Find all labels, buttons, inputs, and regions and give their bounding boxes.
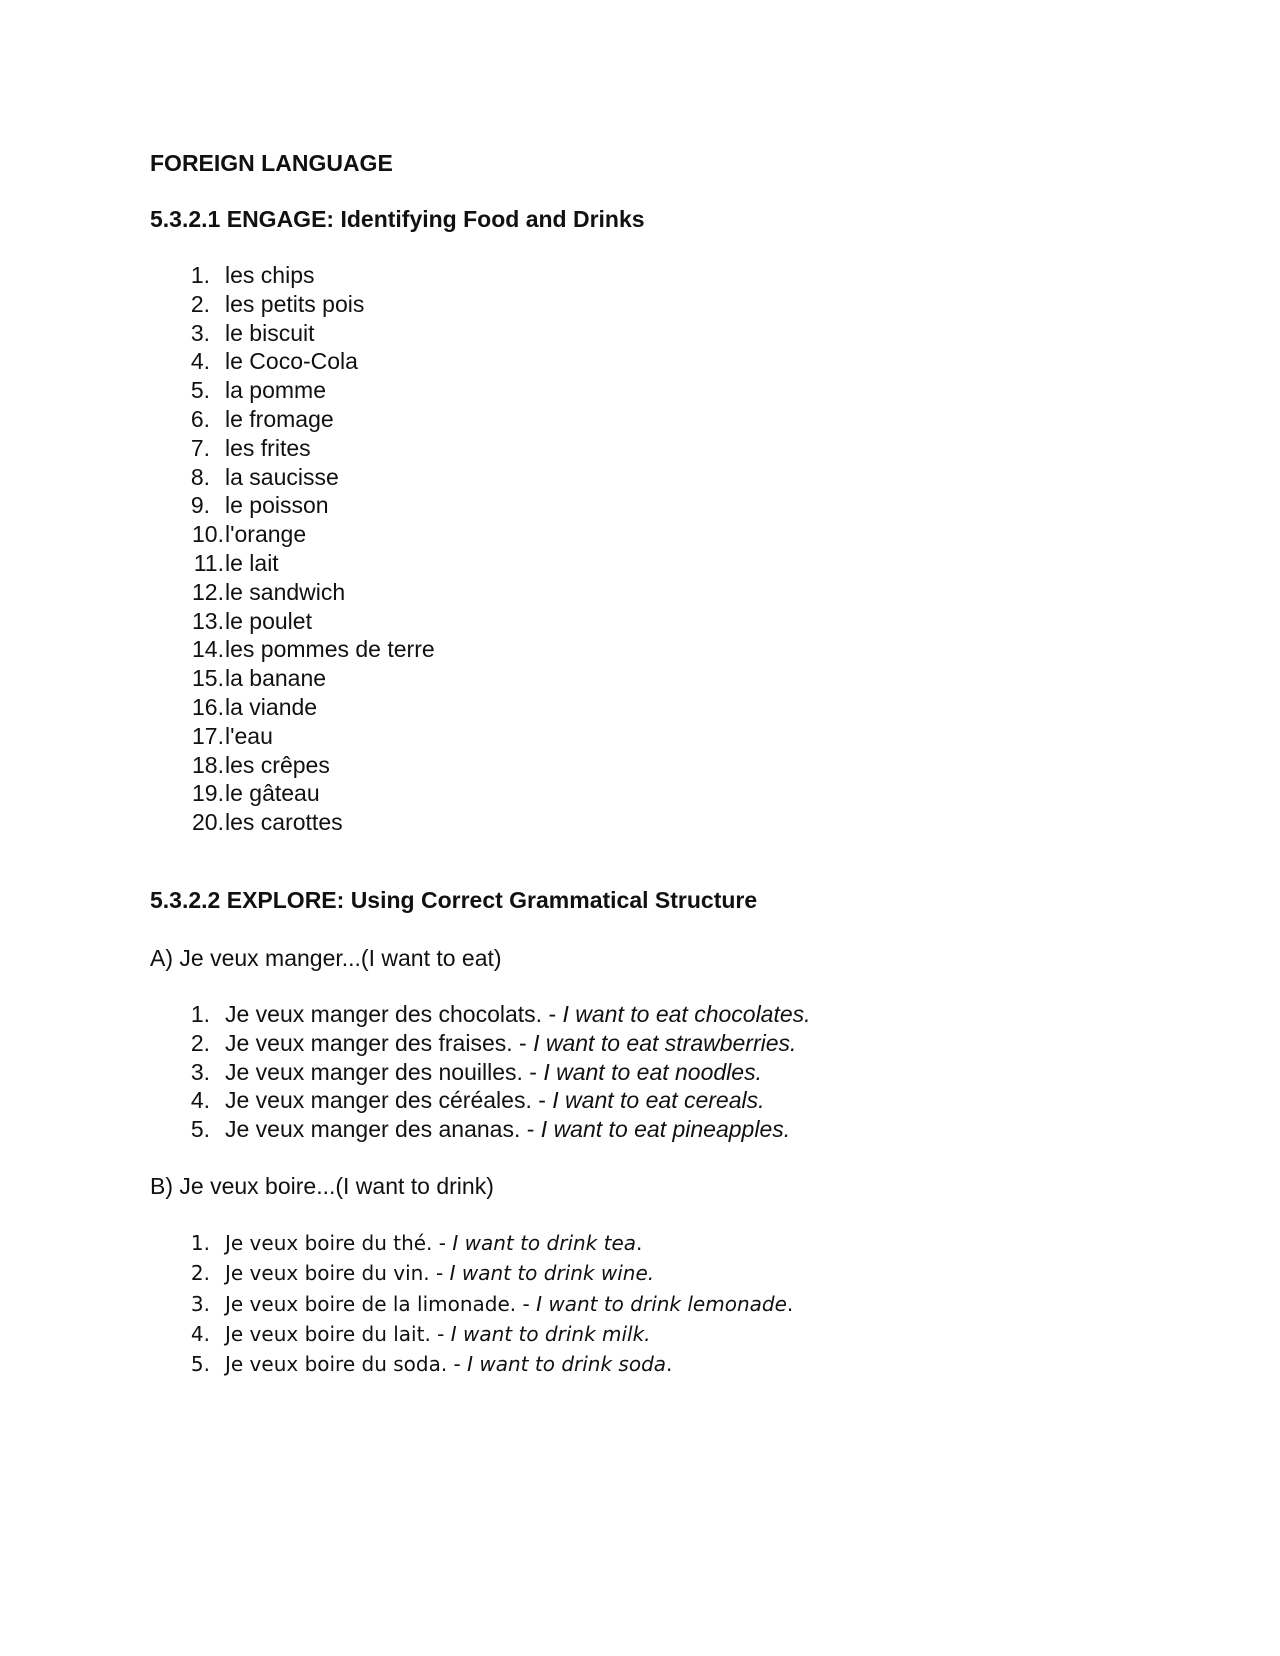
list-number: 11. <box>193 549 224 576</box>
list-number: 17. <box>192 722 224 749</box>
english-translation: I want to eat pineapples. <box>540 1116 791 1143</box>
list-text: l'eau <box>225 722 273 749</box>
list-number: 6. <box>190 405 210 432</box>
sentence-end: . <box>636 1230 643 1255</box>
list-item <box>150 434 1150 463</box>
list-item <box>150 491 1150 520</box>
french-sentence: Je veux boire du thé. - <box>225 1230 453 1255</box>
list-number: 5. <box>190 377 210 404</box>
list-text: le lait <box>225 549 279 576</box>
list-item <box>150 635 1150 664</box>
list-text: le poulet <box>225 607 312 634</box>
list-item <box>150 1349 1150 1379</box>
english-translation: I want to drink soda <box>467 1352 667 1377</box>
english-translation: I want to eat chocolates. <box>562 1000 811 1027</box>
list-number: 3. <box>190 319 210 346</box>
list-item <box>150 1115 1150 1144</box>
list-number: 13. <box>192 607 224 634</box>
list-text: le biscuit <box>225 319 315 346</box>
list-item <box>150 808 1150 837</box>
list-item <box>150 261 1150 290</box>
list-text: le Coco-Cola <box>225 348 358 375</box>
section-heading-engage: 5.3.2.1 ENGAGE: Identifying Food and Drinks <box>150 206 645 232</box>
french-sentence: Je veux manger des céréales. - <box>225 1087 553 1114</box>
english-translation: I want to drink lemonade <box>536 1291 787 1316</box>
list-text: le sandwich <box>225 578 346 605</box>
list-item <box>150 549 1150 578</box>
list-item <box>150 290 1150 319</box>
french-sentence: Je veux manger des fraises. - <box>225 1029 534 1056</box>
list-item <box>150 347 1150 376</box>
list-item <box>150 319 1150 348</box>
french-sentence: Je veux boire du vin. - <box>225 1261 450 1286</box>
french-sentence: Je veux manger des chocolats. - <box>225 1000 563 1027</box>
english-translation: I want to eat noodles. <box>543 1058 762 1085</box>
list-text: la pomme <box>225 377 326 404</box>
list-text: la saucisse <box>225 463 339 490</box>
french-sentence: Je veux manger des nouilles. - <box>225 1058 544 1085</box>
list-text: le gâteau <box>225 780 320 807</box>
list-item <box>150 520 1150 549</box>
list-number: 10. <box>192 521 224 548</box>
vocabulary-list <box>150 261 1150 837</box>
list-item <box>150 463 1150 492</box>
list-text: les carottes <box>225 809 343 836</box>
list-number: 5. <box>190 1352 210 1377</box>
list-number: 2. <box>190 290 210 317</box>
list-number: 12. <box>192 578 224 605</box>
list-item <box>150 1319 1150 1349</box>
list-item <box>150 664 1150 693</box>
list-text: l'orange <box>225 521 307 548</box>
list-number: 4. <box>190 1087 210 1114</box>
list-text: les petits pois <box>225 290 365 317</box>
list-number: 16. <box>192 693 224 720</box>
list-item <box>150 751 1150 780</box>
list-item <box>150 722 1150 751</box>
list-text: le fromage <box>225 405 334 432</box>
list-number: 9. <box>190 492 210 519</box>
list-item <box>150 693 1150 722</box>
list-number: 18. <box>192 751 224 778</box>
list-item <box>150 607 1150 636</box>
list-number: 2. <box>190 1029 210 1056</box>
english-translation: I want to eat strawberries. <box>533 1029 797 1056</box>
list-item <box>150 405 1150 434</box>
list-number: 1. <box>190 1000 210 1027</box>
list-number: 2. <box>190 1261 210 1286</box>
english-translation: I want to eat cereals. <box>552 1087 765 1114</box>
english-translation: I want to drink wine. <box>449 1261 655 1286</box>
list-text: les chips <box>225 262 315 288</box>
list-text: le poisson <box>225 492 329 519</box>
list-number: 4. <box>190 348 210 375</box>
list-text: les pommes de terre <box>225 636 435 663</box>
document-title: FOREIGN LANGUAGE <box>150 150 393 176</box>
list-number: 19. <box>192 780 224 807</box>
sentence-end: . <box>786 1291 794 1316</box>
list-number: 4. <box>190 1322 210 1347</box>
list-number: 14. <box>192 636 224 663</box>
list-number: 7. <box>190 434 210 461</box>
list-text: les crêpes <box>225 751 330 778</box>
list-item <box>150 1029 1150 1058</box>
list-number: 8. <box>190 463 210 490</box>
list-item <box>150 1086 1150 1115</box>
french-sentence: Je veux manger des ananas. - <box>225 1116 541 1143</box>
list-item <box>150 1058 1150 1087</box>
french-sentence: Je veux boire du lait. - <box>225 1322 451 1347</box>
list-text: les frites <box>225 434 311 461</box>
drink-sentences-list <box>150 1228 1150 1380</box>
subheading-eat: A) Je veux manger...(I want to eat) <box>150 944 502 971</box>
list-number: 15. <box>192 665 224 692</box>
document-body <box>150 148 1150 1380</box>
list-text: la viande <box>225 693 318 720</box>
list-item <box>150 1289 1150 1319</box>
list-item <box>150 578 1150 607</box>
list-item <box>150 1258 1150 1288</box>
list-text: la banane <box>225 665 327 692</box>
list-number: 3. <box>190 1291 210 1316</box>
list-item <box>150 1000 1150 1029</box>
list-number: 3. <box>190 1058 210 1085</box>
english-translation: I want to drink milk. <box>450 1322 651 1347</box>
list-item <box>150 779 1150 808</box>
english-translation: I want to drink tea <box>452 1230 637 1255</box>
subheading-drink: B) Je veux boire...(I want to drink) <box>150 1172 494 1199</box>
list-item <box>150 376 1150 405</box>
list-number: 1. <box>190 262 210 288</box>
eat-sentences-list <box>150 1000 1150 1144</box>
list-item <box>150 1228 1150 1258</box>
french-sentence: Je veux boire du soda. - <box>225 1352 468 1377</box>
list-number: 5. <box>190 1116 210 1143</box>
section-heading-explore: 5.3.2.2 EXPLORE: Using Correct Grammatical Structure <box>150 886 758 913</box>
list-number: 1. <box>190 1230 210 1255</box>
sentence-end: . <box>666 1352 673 1377</box>
french-sentence: Je veux boire de la limonade. - <box>225 1291 537 1316</box>
list-number: 20. <box>192 809 224 836</box>
